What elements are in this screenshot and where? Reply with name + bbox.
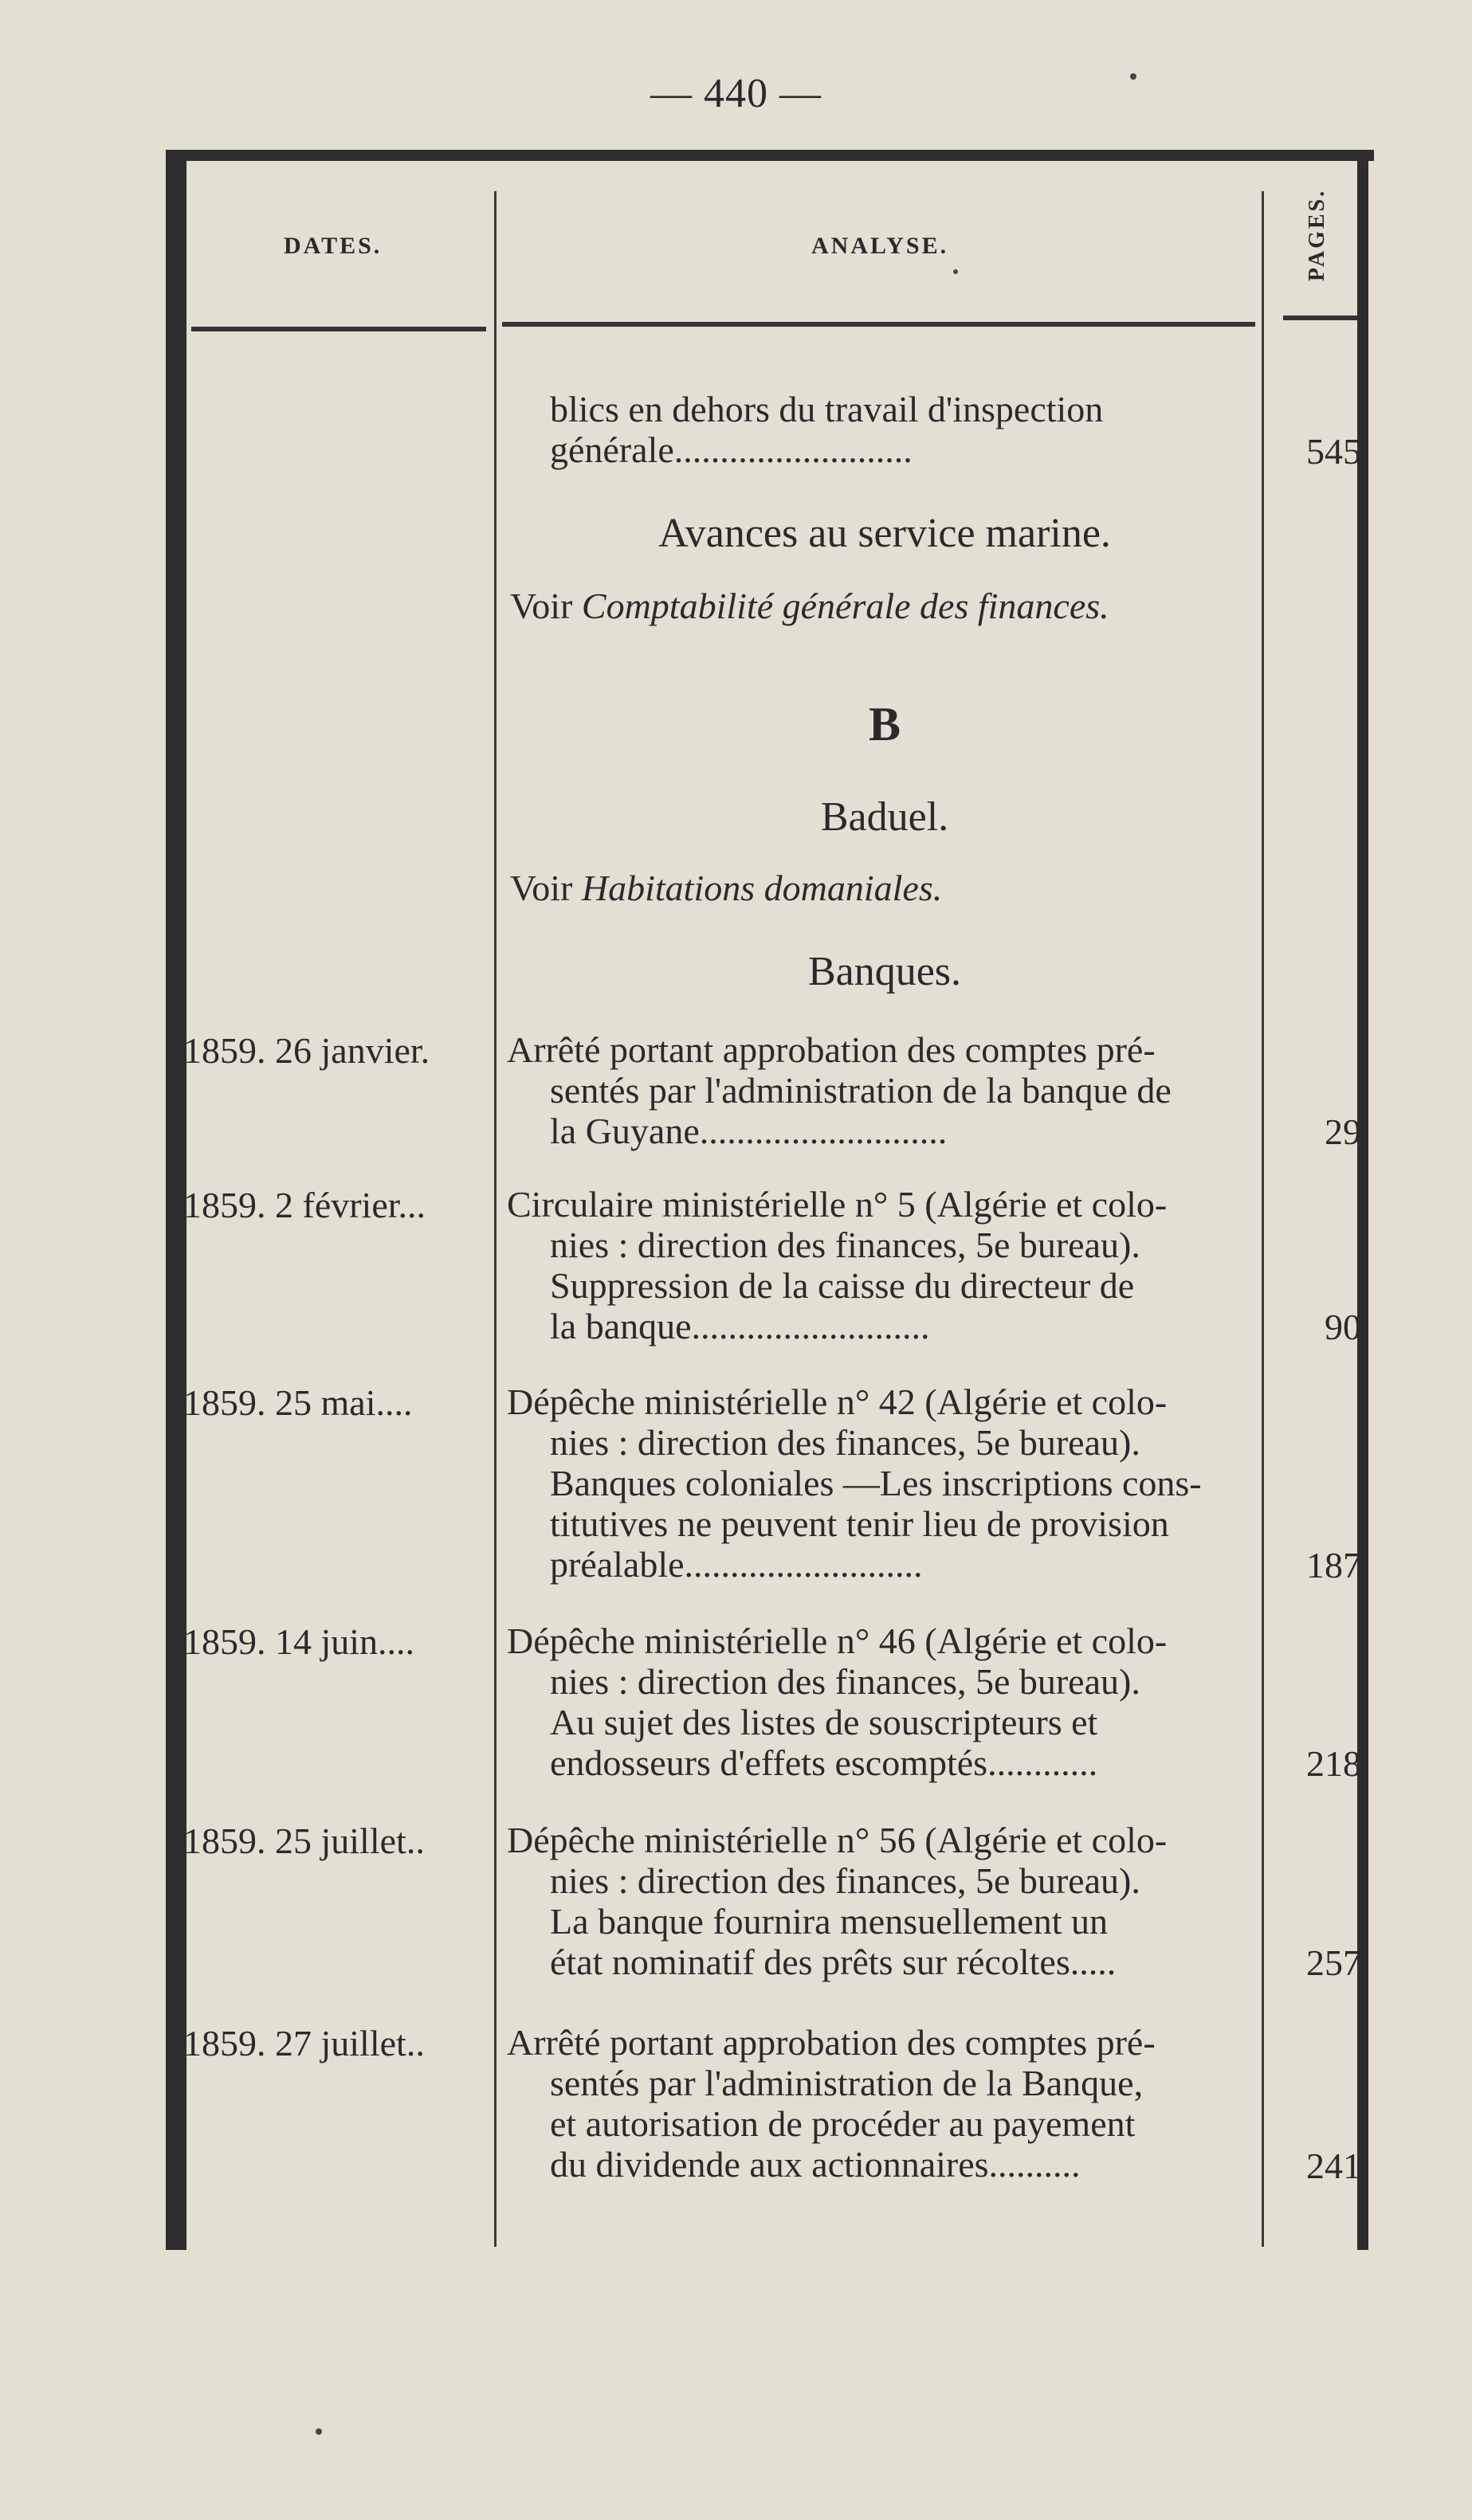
leader-dots: ...........................: [699, 1111, 948, 1151]
column-divider-dates: [494, 191, 497, 2247]
page-ref: 90: [1325, 1307, 1361, 1347]
continued-entry: [550, 389, 1302, 470]
section-heading: Baduel.: [820, 794, 949, 840]
header-rule-analyse: [502, 322, 1255, 327]
page-ref: 29: [1325, 1111, 1361, 1152]
entry-line-last: générale..........................: [550, 429, 913, 470]
section-heading: Avances au service marine.: [658, 511, 1111, 556]
column-divider-pages: [1262, 191, 1264, 2247]
column-header-pages: PAGES.: [1305, 188, 1329, 282]
leader-dots: .....: [1070, 1942, 1117, 1982]
print-speck: [1130, 73, 1136, 80]
entry-analysis: Arrêté portant approbation des comptes pré- sentés par l'administration de la Banque, et autorisation de procéder au payement du dividende aux actionnaires..........: [507, 2022, 1156, 2185]
leader-dots: ............: [987, 1742, 1098, 1783]
alphabet-letter: B: [868, 698, 901, 751]
page-number: — 440 —: [650, 71, 822, 116]
page-ref: 218: [1306, 1743, 1361, 1784]
leader-dots: ..........: [988, 2144, 1081, 2185]
entry-date: 1859. 25 juillet..: [183, 1820, 425, 1861]
entry-analysis: Dépêche ministérielle n° 42 (Algérie et colo- nies : direction des finances, 5e bureau). Banques coloniales —Les inscriptions cons- titutives ne peuvent tenir lieu de provision préalable..........................: [507, 1381, 1202, 1585]
header-rule-dates: [191, 327, 486, 331]
print-speck: [953, 269, 958, 274]
entry-date: 1859. 25 mai....: [183, 1382, 413, 1423]
entry-date: 1859. 26 janvier.: [183, 1030, 430, 1071]
page-ref: 241: [1306, 2146, 1361, 2186]
header-rule-pages: [1283, 315, 1357, 320]
column-header-pages-wrap: [1289, 167, 1345, 303]
leader-dots: ..........................: [673, 429, 913, 470]
entry-analysis: Circulaire ministérielle n° 5 (Algérie et colo- nies : direction des finances, 5e bureau). Suppression de la caisse du directeur de la banque..........................: [507, 1184, 1168, 1346]
entry-analysis: Arrêté portant approbation des comptes pré- sentés par l'administration de la banque de la Guyane...........................: [507, 1029, 1172, 1151]
print-speck: [316, 2428, 322, 2435]
column-header-dates: DATES.: [284, 233, 383, 259]
section-heading: Banques.: [807, 949, 962, 994]
page-ref: 187: [1306, 1545, 1361, 1585]
see-also: Voir Habitations domaniales.: [510, 868, 943, 908]
table-top-rule: [172, 150, 1374, 161]
see-also: Voir Comptabilité générale des finances.: [510, 586, 1109, 626]
entry-analysis: Dépêche ministérielle n° 56 (Algérie et colo- nies : direction des finances, 5e bureau). La banque fournira mensuellement un état nominatif des prêts sur récoltes.....: [507, 1820, 1168, 1982]
entry-line: blics en dehors du travail d'inspection: [550, 389, 1104, 429]
leader-dots: ..........................: [691, 1306, 930, 1346]
page-ref: 257: [1306, 1942, 1361, 1983]
entry-date: 1859. 2 février...: [183, 1185, 426, 1225]
leader-dots: ..........................: [684, 1544, 923, 1585]
page-ref: 545: [1306, 431, 1361, 472]
entry-date: 1859. 27 juillet..: [183, 2023, 425, 2063]
entry-date: 1859. 14 juin....: [183, 1621, 415, 1662]
entry-analysis: Dépêche ministérielle n° 46 (Algérie et colo- nies : direction des finances, 5e bureau). Au sujet des listes de souscripteurs et endosseurs d'effets escomptés............: [507, 1621, 1168, 1783]
column-header-analyse: ANALYSE.: [811, 233, 949, 259]
